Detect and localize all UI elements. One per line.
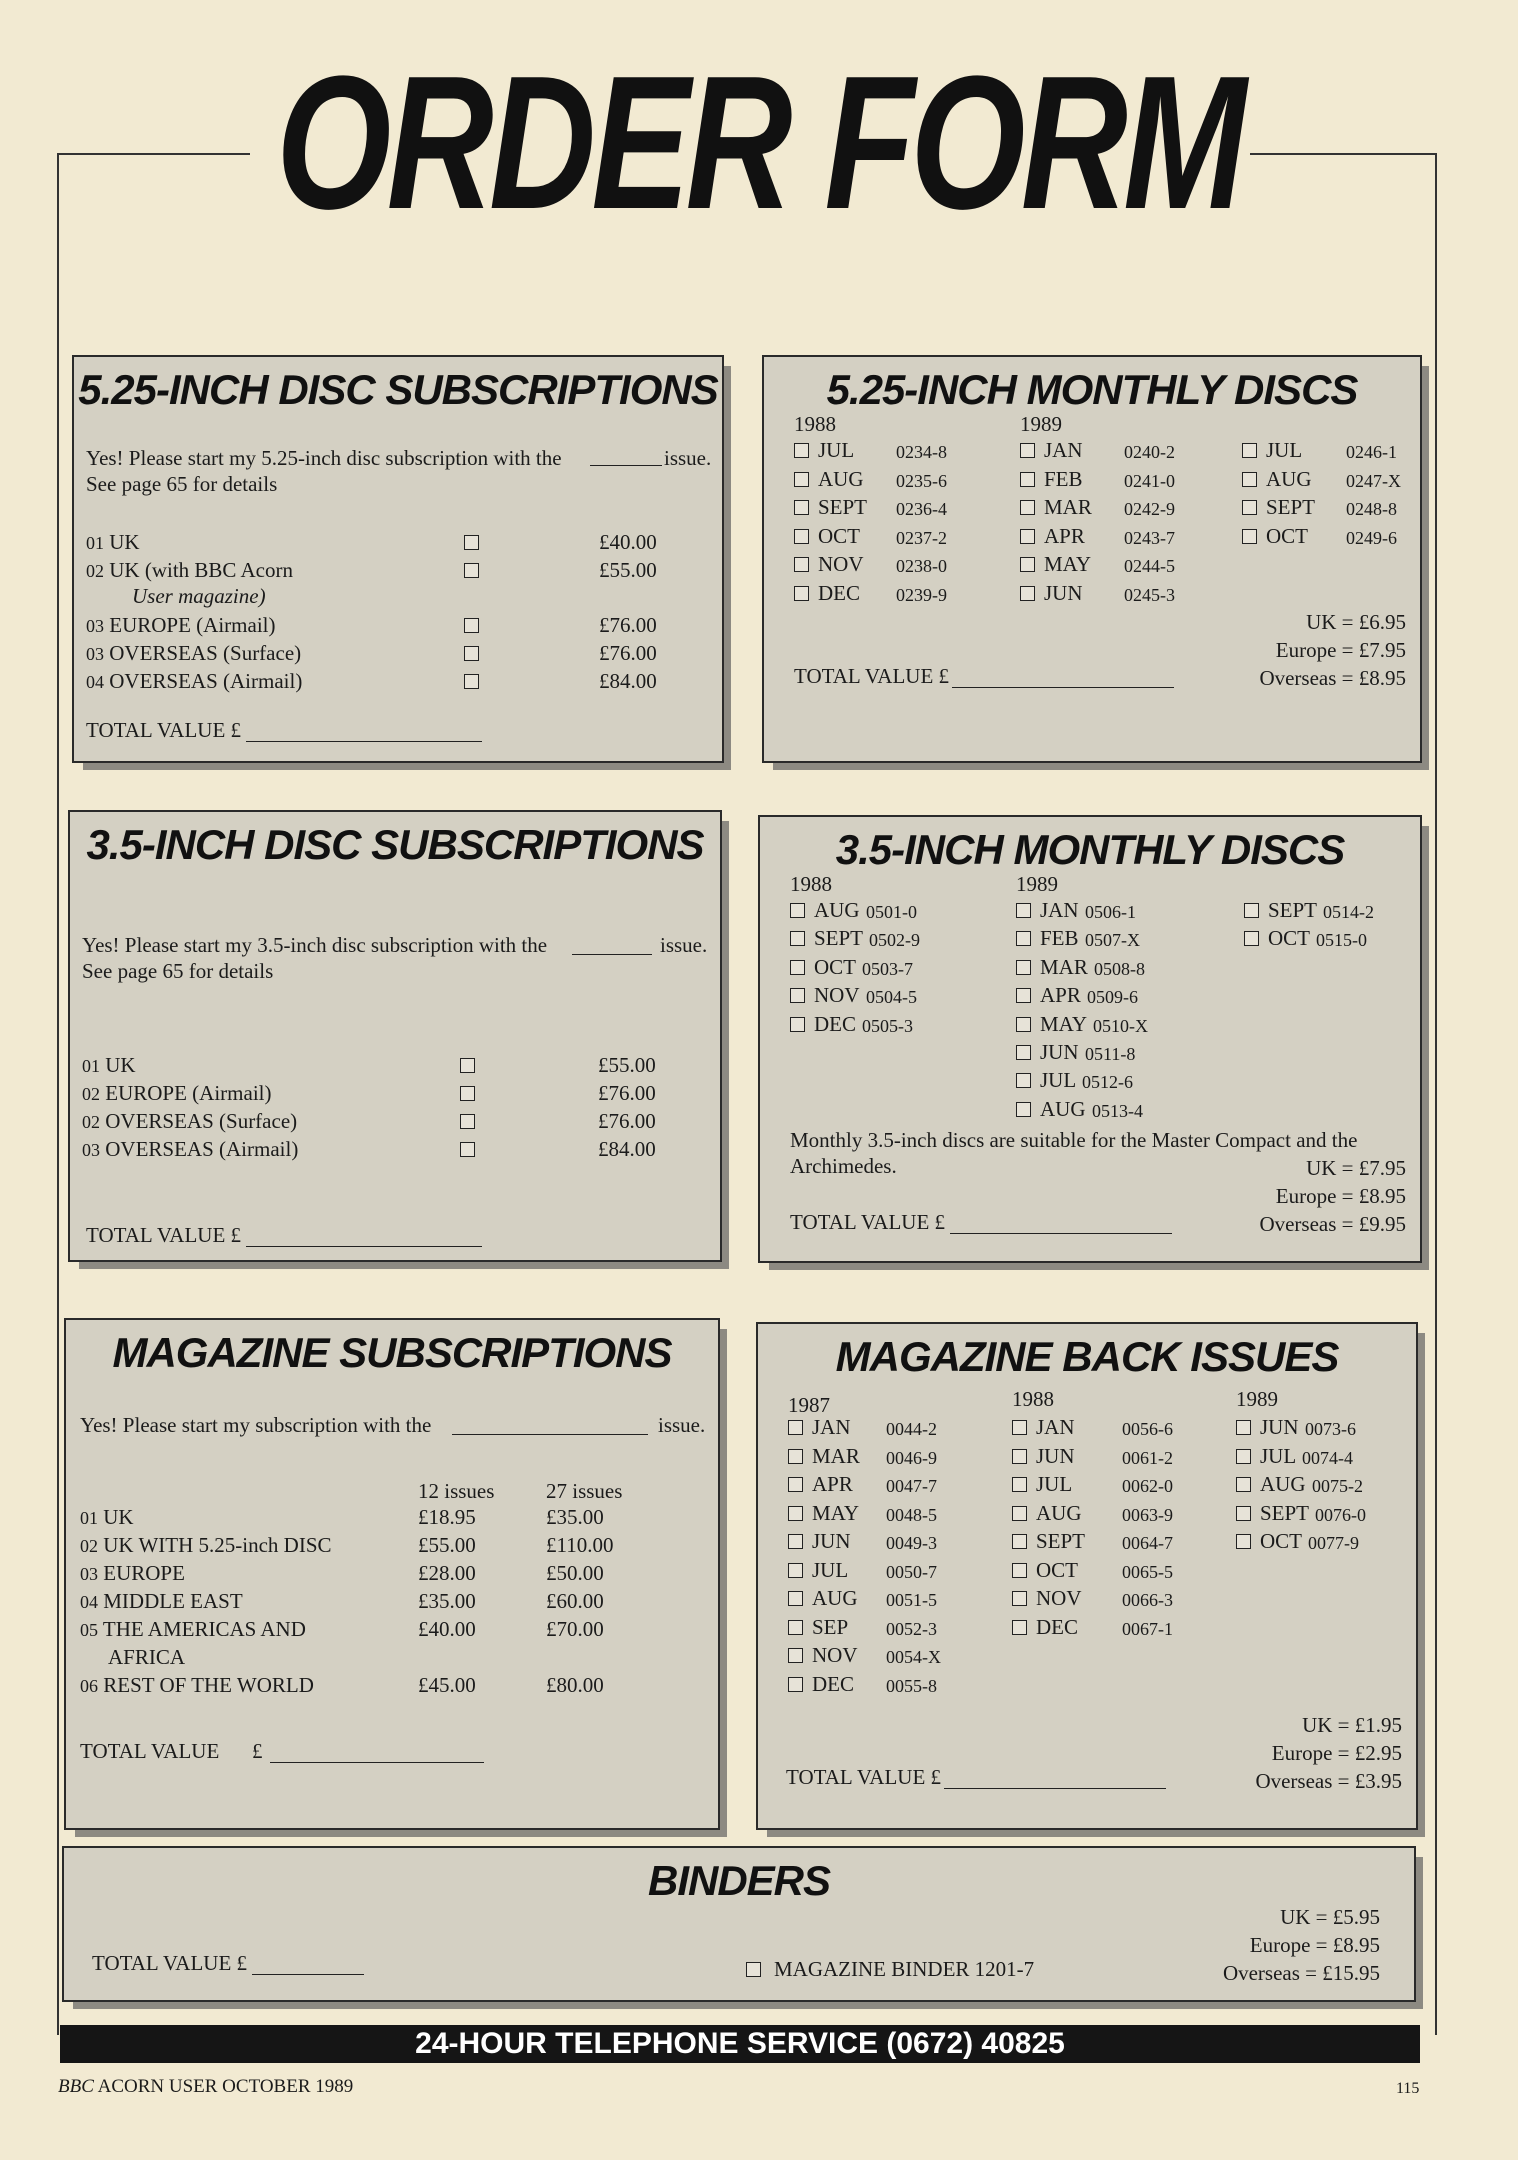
option-checkbox-2[interactable] — [464, 563, 479, 578]
issue-col2-5-checkbox[interactable] — [1012, 1534, 1027, 1549]
issue-col3-4-checkbox[interactable] — [1236, 1506, 1251, 1521]
issue-col2-8-code: 0067-1 — [1122, 1618, 1173, 1639]
subscription-option-4: 04 MIDDLE EAST — [80, 1589, 243, 1613]
issue-col2-2-checkbox[interactable] — [1016, 931, 1031, 946]
issue-col3-3-month: SEPT — [1266, 495, 1316, 519]
option-checkbox-5[interactable] — [464, 674, 479, 689]
option-price-2: £55.00 — [599, 558, 657, 582]
issue-col2-5-checkbox[interactable] — [1016, 1017, 1031, 1032]
issue-col1-2-code: 0235-6 — [896, 470, 947, 491]
year-label-1987: 1987 — [788, 1393, 830, 1417]
issue-col1-1-month: JUL — [818, 438, 855, 462]
issue-col1-1-code: 0501-0 — [866, 902, 917, 922]
issue-col3-4-month: OCT — [1266, 523, 1308, 548]
issue-col2-3-checkbox[interactable] — [1012, 1477, 1027, 1492]
issue-col2-6-month: JUN — [1040, 1040, 1079, 1064]
note-text-cont: Archimedes. — [790, 1154, 897, 1178]
price-overseas: Overseas = £15.95 — [1222, 1961, 1380, 1985]
issue-col3-1-checkbox[interactable] — [1242, 443, 1257, 458]
details-text: See page 65 for details — [82, 959, 274, 983]
issue-col3-2-checkbox[interactable] — [1244, 931, 1259, 946]
issue-col2-6-code: 0065-5 — [1122, 1561, 1173, 1582]
price-overseas: Overseas = £8.95 — [1259, 666, 1406, 690]
issue-col1-4-code: 0048-5 — [886, 1504, 937, 1525]
panel-heading: 5.25-INCH MONTHLY DISCS — [826, 366, 1358, 413]
price-27-issues: £110.00 — [546, 1533, 614, 1557]
disc35-subscriptions-panel — [68, 810, 722, 1262]
price-27-issues: £80.00 — [546, 1673, 604, 1697]
issue-col2-5-checkbox[interactable] — [1020, 557, 1035, 572]
page-title: ORDER FORM — [276, 37, 1242, 249]
issue-col1-4-checkbox[interactable] — [790, 988, 805, 1003]
panel-heading: MAGAZINE BACK ISSUES — [835, 1333, 1339, 1380]
issue-col2-6-month: JUN — [1044, 580, 1083, 605]
total-value-field[interactable] — [944, 1788, 1166, 1789]
issue-col2-7-checkbox[interactable] — [1012, 1591, 1027, 1606]
panel-heading: 5.25-INCH DISC SUBSCRIPTIONS — [78, 366, 718, 413]
issue-col1-10-code: 0055-8 — [886, 1675, 937, 1696]
option-checkbox-2[interactable] — [460, 1086, 475, 1101]
option-row-5: 04 OVERSEAS (Airmail) — [86, 669, 303, 693]
issue-col2-1-checkbox[interactable] — [1016, 903, 1031, 918]
issue-col3-4-checkbox[interactable] — [1242, 529, 1257, 544]
year-label-1989: 1989 — [1020, 412, 1062, 436]
issue-col1-3-month: SEPT — [818, 495, 868, 519]
issue-col3-2-checkbox[interactable] — [1242, 472, 1257, 487]
issue-col1-7-code: 0051-5 — [886, 1590, 937, 1610]
price-12-issues: £55.00 — [418, 1533, 476, 1557]
issue-col2-3-month: MAR — [1044, 495, 1092, 519]
price-12-issues: £18.95 — [418, 1505, 476, 1529]
disc525-subscriptions-panel — [72, 355, 724, 763]
total-value-field[interactable] — [952, 687, 1174, 688]
issue-col1-3-checkbox[interactable] — [788, 1477, 803, 1492]
details-text: See page 65 for details — [86, 472, 278, 496]
price-europe: Europe = £7.95 — [1275, 638, 1406, 662]
option-price-3: £76.00 — [598, 1109, 656, 1133]
magazine-subscriptions-panel — [64, 1318, 720, 1830]
issue-col3-3-code: 0075-2 — [1312, 1476, 1363, 1496]
column-header-12: 12 issues — [418, 1479, 495, 1503]
price-12-issues: £35.00 — [418, 1589, 476, 1613]
price-uk: UK = £7.95 — [1306, 1156, 1406, 1180]
total-value-field[interactable] — [246, 1246, 482, 1247]
issue-col1-9-month: NOV — [812, 1643, 858, 1667]
issue-col1-8-checkbox[interactable] — [788, 1620, 803, 1635]
option-row-4: 03 OVERSEAS (Surface) — [86, 641, 302, 665]
issue-col2-2-code: 0241-0 — [1124, 470, 1175, 491]
issue-col3-1-code: 0246-1 — [1346, 442, 1397, 462]
issue-col1-5-code: 0238-0 — [896, 556, 947, 576]
total-value-label: TOTAL VALUE £ — [790, 1210, 946, 1234]
issue-col3-1-code: 0073-6 — [1305, 1419, 1356, 1439]
total-value-label: TOTAL VALUE — [80, 1739, 220, 1763]
option-row-1: 01 UK — [82, 1053, 136, 1077]
issue-col2-6-checkbox[interactable] — [1020, 586, 1035, 601]
footer-publication: BBC ACORN USER OCTOBER 1989 — [58, 2076, 354, 2097]
issue-col1-6-code: 0050-7 — [886, 1561, 937, 1582]
issue-col2-8-month: DEC — [1036, 1614, 1078, 1639]
panel-heading: 3.5-INCH MONTHLY DISCS — [835, 826, 1345, 873]
total-value-label: TOTAL VALUE £ — [786, 1765, 942, 1789]
issue-col1-10-checkbox[interactable] — [788, 1677, 803, 1692]
year-label-1988: 1988 — [1012, 1387, 1054, 1411]
issue-col2-1-month: JAN — [1044, 438, 1083, 462]
issue-col2-8-month: AUG — [1040, 1096, 1086, 1121]
total-value-field[interactable] — [246, 741, 482, 742]
option-row-1: 01 UK — [86, 530, 140, 554]
binder-checkbox[interactable] — [746, 1962, 761, 1977]
issue-col1-2-checkbox[interactable] — [788, 1449, 803, 1464]
issue-text: issue. — [664, 446, 712, 470]
issue-col2-5-month: SEPT — [1036, 1529, 1086, 1553]
issue-col2-3-month: JUL — [1036, 1472, 1073, 1496]
binders-panel — [62, 1846, 1416, 2002]
issue-col2-1-checkbox[interactable] — [1012, 1420, 1027, 1435]
issue-col3-3-checkbox[interactable] — [1236, 1477, 1251, 1492]
price-uk: UK = £1.95 — [1302, 1713, 1402, 1737]
total-value-field[interactable] — [252, 1974, 364, 1975]
issue-col3-1-code: 0514-2 — [1323, 902, 1374, 922]
total-value-label: TOTAL VALUE £ — [86, 718, 242, 742]
issue-col1-4-month: OCT — [818, 523, 860, 548]
issue-col2-8-checkbox[interactable] — [1012, 1620, 1027, 1635]
option-price-4: £84.00 — [598, 1137, 656, 1161]
issue-col1-1-month: JAN — [812, 1415, 851, 1439]
issue-col1-5-checkbox[interactable] — [794, 557, 809, 572]
issue-col2-7-month: NOV — [1036, 1586, 1082, 1610]
total-value-label: TOTAL VALUE £ — [794, 664, 950, 688]
issue-col2-4-checkbox[interactable] — [1012, 1506, 1027, 1521]
issue-col2-7-checkbox[interactable] — [1016, 1073, 1031, 1088]
issue-col3-4-code: 0249-6 — [1346, 527, 1397, 548]
issue-col2-4-code: 0063-9 — [1122, 1504, 1173, 1525]
option-row-2: 02 EUROPE (Airmail) — [82, 1081, 272, 1105]
issue-col1-3-checkbox[interactable] — [794, 500, 809, 515]
binder-item-label: MAGAZINE BINDER 1201-7 — [774, 1957, 1035, 1981]
issue-col2-6-code: 0511-8 — [1085, 1044, 1136, 1064]
total-value-label: TOTAL VALUE £ — [92, 1951, 248, 1975]
intro-text: Yes! Please start my subscription with the — [80, 1413, 432, 1437]
issue-col2-6-code: 0245-3 — [1124, 584, 1175, 605]
price-12-issues: £28.00 — [418, 1561, 476, 1585]
issue-col3-5-checkbox[interactable] — [1236, 1534, 1251, 1549]
issue-col2-2-checkbox[interactable] — [1020, 472, 1035, 487]
issue-col2-1-checkbox[interactable] — [1020, 443, 1035, 458]
issue-col3-2-code: 0247-X — [1346, 470, 1401, 491]
year-label-1988: 1988 — [794, 412, 836, 436]
issue-col1-3-code: 0047-7 — [886, 1476, 937, 1496]
issue-col1-6-checkbox[interactable] — [788, 1563, 803, 1578]
issue-col1-6-month: DEC — [818, 580, 860, 605]
option-checkbox-1[interactable] — [460, 1058, 475, 1073]
issue-col1-3-code: 0503-7 — [862, 958, 913, 979]
issue-entry-line[interactable] — [452, 1434, 648, 1435]
issue-col3-2-checkbox[interactable] — [1236, 1449, 1251, 1464]
issue-col3-2-month: OCT — [1268, 926, 1310, 951]
issue-col2-3-month: MAR — [1040, 954, 1088, 979]
issue-col3-2-month: AUG — [1266, 466, 1312, 491]
option-row-3: 03 EUROPE (Airmail) — [86, 613, 276, 637]
option-row-2-cont: User magazine) — [132, 584, 266, 608]
issue-col1-4-checkbox[interactable] — [788, 1506, 803, 1521]
issue-col1-4-code: 0504-5 — [866, 987, 917, 1008]
year-label-1989: 1989 — [1016, 872, 1058, 896]
intro-text: Yes! Please start my 5.25-inch disc subscription with the — [86, 446, 562, 470]
issue-col1-5-checkbox[interactable] — [790, 1017, 805, 1032]
issue-col3-1-checkbox[interactable] — [1236, 1420, 1251, 1435]
pound-sign: £ — [252, 1739, 263, 1763]
issue-col2-5-month: MAY — [1044, 552, 1092, 576]
issue-col2-5-code: 0510-X — [1093, 1015, 1148, 1036]
subscription-option-2: 02 UK WITH 5.25-inch DISC — [80, 1533, 332, 1557]
price-uk: UK = £6.95 — [1306, 610, 1406, 634]
issue-col1-2-month: MAR — [812, 1443, 860, 1468]
issue-col3-3-month: AUG — [1260, 1472, 1306, 1496]
issue-col3-4-code: 0076-0 — [1315, 1504, 1366, 1525]
issue-col1-1-code: 0234-8 — [896, 442, 947, 462]
total-value-label: TOTAL VALUE £ — [86, 1223, 242, 1247]
issue-col1-5-code: 0505-3 — [862, 1015, 913, 1036]
issue-col2-5-code: 0244-5 — [1124, 556, 1175, 576]
issue-col2-8-checkbox[interactable] — [1016, 1102, 1031, 1117]
issue-col2-2-month: JUN — [1036, 1443, 1075, 1468]
issue-col3-3-code: 0248-8 — [1346, 499, 1397, 519]
issue-entry-line[interactable] — [590, 465, 662, 466]
issue-col1-5-code: 0049-3 — [886, 1533, 937, 1553]
issue-col2-2-code: 0507-X — [1085, 930, 1140, 951]
issue-col1-2-checkbox[interactable] — [794, 472, 809, 487]
issue-col2-7-code: 0066-3 — [1122, 1590, 1173, 1610]
price-uk: UK = £5.95 — [1280, 1905, 1380, 1929]
issue-col1-7-month: AUG — [812, 1586, 858, 1610]
issue-col2-3-code: 0062-0 — [1122, 1476, 1173, 1496]
issue-col2-1-month: JAN — [1040, 898, 1079, 922]
issue-col3-1-month: JUN — [1260, 1415, 1299, 1439]
issue-col2-4-checkbox[interactable] — [1016, 988, 1031, 1003]
issue-col2-6-month: OCT — [1036, 1557, 1078, 1582]
issue-text: issue. — [658, 1413, 706, 1437]
issue-col2-8-code: 0513-4 — [1092, 1100, 1143, 1121]
issue-entry-line[interactable] — [572, 954, 652, 955]
issue-col1-8-month: SEP — [812, 1614, 849, 1639]
issue-col1-2-month: AUG — [818, 466, 864, 491]
option-price-2: £76.00 — [598, 1081, 656, 1105]
issue-col2-5-month: MAY — [1040, 1011, 1088, 1036]
option-price-5: £84.00 — [599, 669, 657, 693]
issue-col2-3-code: 0508-8 — [1094, 958, 1145, 979]
issue-col1-3-month: APR — [812, 1472, 853, 1496]
option-checkbox-4[interactable] — [464, 646, 479, 661]
issue-col3-1-month: JUL — [1266, 438, 1303, 462]
issue-col3-3-checkbox[interactable] — [1242, 500, 1257, 515]
year-label-1989: 1989 — [1236, 1387, 1278, 1411]
subscription-option-6: 06 REST OF THE WORLD — [80, 1673, 314, 1697]
issue-col3-5-month: OCT — [1260, 1529, 1302, 1553]
issue-col1-3-checkbox[interactable] — [790, 960, 805, 975]
issue-col2-7-code: 0512-6 — [1082, 1072, 1133, 1093]
issue-col2-3-checkbox[interactable] — [1020, 500, 1035, 515]
option-price-3: £76.00 — [599, 613, 657, 637]
issue-col2-6-checkbox[interactable] — [1016, 1045, 1031, 1060]
issue-col2-4-month: APR — [1040, 983, 1081, 1008]
issue-col1-2-code: 0502-9 — [869, 930, 920, 951]
year-label-1988: 1988 — [790, 872, 832, 896]
panel-heading: MAGAZINE SUBSCRIPTIONS — [112, 1329, 672, 1376]
column-header-27: 27 issues — [546, 1479, 623, 1503]
issue-col2-1-code: 0056-6 — [1122, 1419, 1173, 1439]
option-checkbox-4[interactable] — [460, 1142, 475, 1157]
issue-col3-4-month: SEPT — [1260, 1500, 1310, 1525]
intro-text: Yes! Please start my 3.5-inch disc subscription with the — [82, 933, 548, 957]
issue-col3-2-code: 0515-0 — [1316, 930, 1367, 951]
issue-col1-3-code: 0236-4 — [896, 499, 947, 519]
issue-col3-2-month: JUL — [1260, 1443, 1297, 1468]
issue-col2-4-month: APR — [1044, 523, 1085, 548]
total-value-field[interactable] — [950, 1233, 1172, 1234]
price-overseas: Overseas = £9.95 — [1259, 1212, 1406, 1236]
issue-col1-1-checkbox[interactable] — [788, 1420, 803, 1435]
price-12-issues: £40.00 — [418, 1617, 476, 1641]
issue-col3-1-month: SEPT — [1268, 898, 1318, 922]
issue-col2-4-code: 0509-6 — [1087, 987, 1138, 1008]
issue-col1-5-month: JUN — [812, 1529, 851, 1553]
option-price-1: £55.00 — [598, 1053, 656, 1077]
issue-col1-2-checkbox[interactable] — [790, 931, 805, 946]
issue-col2-4-code: 0243-7 — [1124, 527, 1175, 548]
option-row-2: 02 UK (with BBC Acorn — [86, 558, 293, 582]
price-27-issues: £70.00 — [546, 1617, 604, 1641]
issue-col1-6-code: 0239-9 — [896, 584, 947, 605]
issue-col3-1-checkbox[interactable] — [1244, 903, 1259, 918]
price-europe: Europe = £8.95 — [1275, 1184, 1406, 1208]
issue-col1-1-month: AUG — [814, 898, 860, 922]
price-europe: Europe = £2.95 — [1271, 1741, 1402, 1765]
issue-col1-7-checkbox[interactable] — [788, 1591, 803, 1606]
page-number: 115 — [1396, 2080, 1420, 2097]
issue-col1-1-checkbox[interactable] — [794, 443, 809, 458]
issue-col1-4-code: 0237-2 — [896, 527, 947, 548]
note-text: Monthly 3.5-inch discs are suitable for the Master Compact and the — [790, 1128, 1358, 1152]
issue-col2-3-checkbox[interactable] — [1016, 960, 1031, 975]
issue-col1-3-month: OCT — [814, 954, 856, 979]
panel-heading: 3.5-INCH DISC SUBSCRIPTIONS — [86, 821, 704, 868]
issue-col1-9-checkbox[interactable] — [788, 1648, 803, 1663]
issue-col1-2-month: SEPT — [814, 926, 864, 951]
issue-col2-5-code: 0064-7 — [1122, 1533, 1173, 1553]
option-row-3: 02 OVERSEAS (Surface) — [82, 1109, 298, 1133]
issue-col2-2-month: FEB — [1040, 926, 1079, 951]
issue-text: issue. — [660, 933, 708, 957]
subscription-option-1: 01 UK — [80, 1505, 134, 1529]
issue-col2-2-code: 0061-2 — [1122, 1447, 1173, 1468]
option-checkbox-3[interactable] — [460, 1114, 475, 1129]
issue-col2-6-checkbox[interactable] — [1012, 1563, 1027, 1578]
issue-col1-2-code: 0046-9 — [886, 1447, 937, 1468]
option-price-1: £40.00 — [599, 530, 657, 554]
issue-col1-1-checkbox[interactable] — [790, 903, 805, 918]
issue-col2-2-month: FEB — [1044, 466, 1083, 491]
panel-heading: BINDERS — [647, 1857, 831, 1904]
telephone-service-bar: 24-HOUR TELEPHONE SERVICE (0672) 40825 — [60, 2025, 1420, 2063]
issue-col1-9-code: 0054-X — [886, 1647, 941, 1667]
issue-col1-5-month: NOV — [818, 552, 864, 576]
price-europe: Europe = £8.95 — [1249, 1933, 1380, 1957]
price-27-issues: £50.00 — [546, 1561, 604, 1585]
issue-col1-5-month: DEC — [814, 1011, 856, 1036]
issue-col2-7-month: JUL — [1040, 1068, 1077, 1093]
issue-col1-4-month: NOV — [814, 983, 860, 1008]
disc525-monthly-panel — [762, 355, 1422, 763]
issue-col1-4-month: MAY — [812, 1500, 860, 1525]
price-27-issues: £35.00 — [546, 1505, 604, 1529]
subscription-option-5: 05 THE AMERICAS AND — [80, 1617, 306, 1641]
option-checkbox-3[interactable] — [464, 618, 479, 633]
issue-col2-1-month: JAN — [1036, 1415, 1075, 1439]
issue-col1-8-code: 0052-3 — [886, 1618, 937, 1639]
disc35-monthly-panel — [758, 815, 1422, 1263]
issue-col2-1-code: 0240-2 — [1124, 442, 1175, 462]
issue-col1-10-month: DEC — [812, 1671, 854, 1696]
issue-col1-1-code: 0044-2 — [886, 1419, 937, 1439]
subscription-option-3: 03 EUROPE — [80, 1561, 185, 1585]
option-checkbox-1[interactable] — [464, 535, 479, 550]
issue-col2-4-month: AUG — [1036, 1500, 1082, 1525]
option-price-4: £76.00 — [599, 641, 657, 665]
price-overseas: Overseas = £3.95 — [1255, 1769, 1402, 1793]
issue-col2-2-checkbox[interactable] — [1012, 1449, 1027, 1464]
option-row-4: 03 OVERSEAS (Airmail) — [82, 1137, 299, 1161]
issue-col1-4-checkbox[interactable] — [794, 529, 809, 544]
magazine-back-issues-panel — [756, 1322, 1418, 1830]
issue-col1-6-checkbox[interactable] — [794, 586, 809, 601]
issue-col1-5-checkbox[interactable] — [788, 1534, 803, 1549]
issue-col1-6-month: JUL — [812, 1557, 849, 1582]
issue-col2-3-code: 0242-9 — [1124, 499, 1175, 519]
issue-col2-4-checkbox[interactable] — [1020, 529, 1035, 544]
subscription-option-5-cont: AFRICA — [108, 1645, 186, 1669]
price-27-issues: £60.00 — [546, 1589, 604, 1613]
issue-col3-5-code: 0077-9 — [1308, 1533, 1359, 1553]
price-12-issues: £45.00 — [418, 1673, 476, 1697]
issue-col2-1-code: 0506-1 — [1085, 902, 1136, 922]
issue-col3-2-code: 0074-4 — [1302, 1447, 1353, 1468]
total-value-field[interactable] — [270, 1762, 484, 1763]
